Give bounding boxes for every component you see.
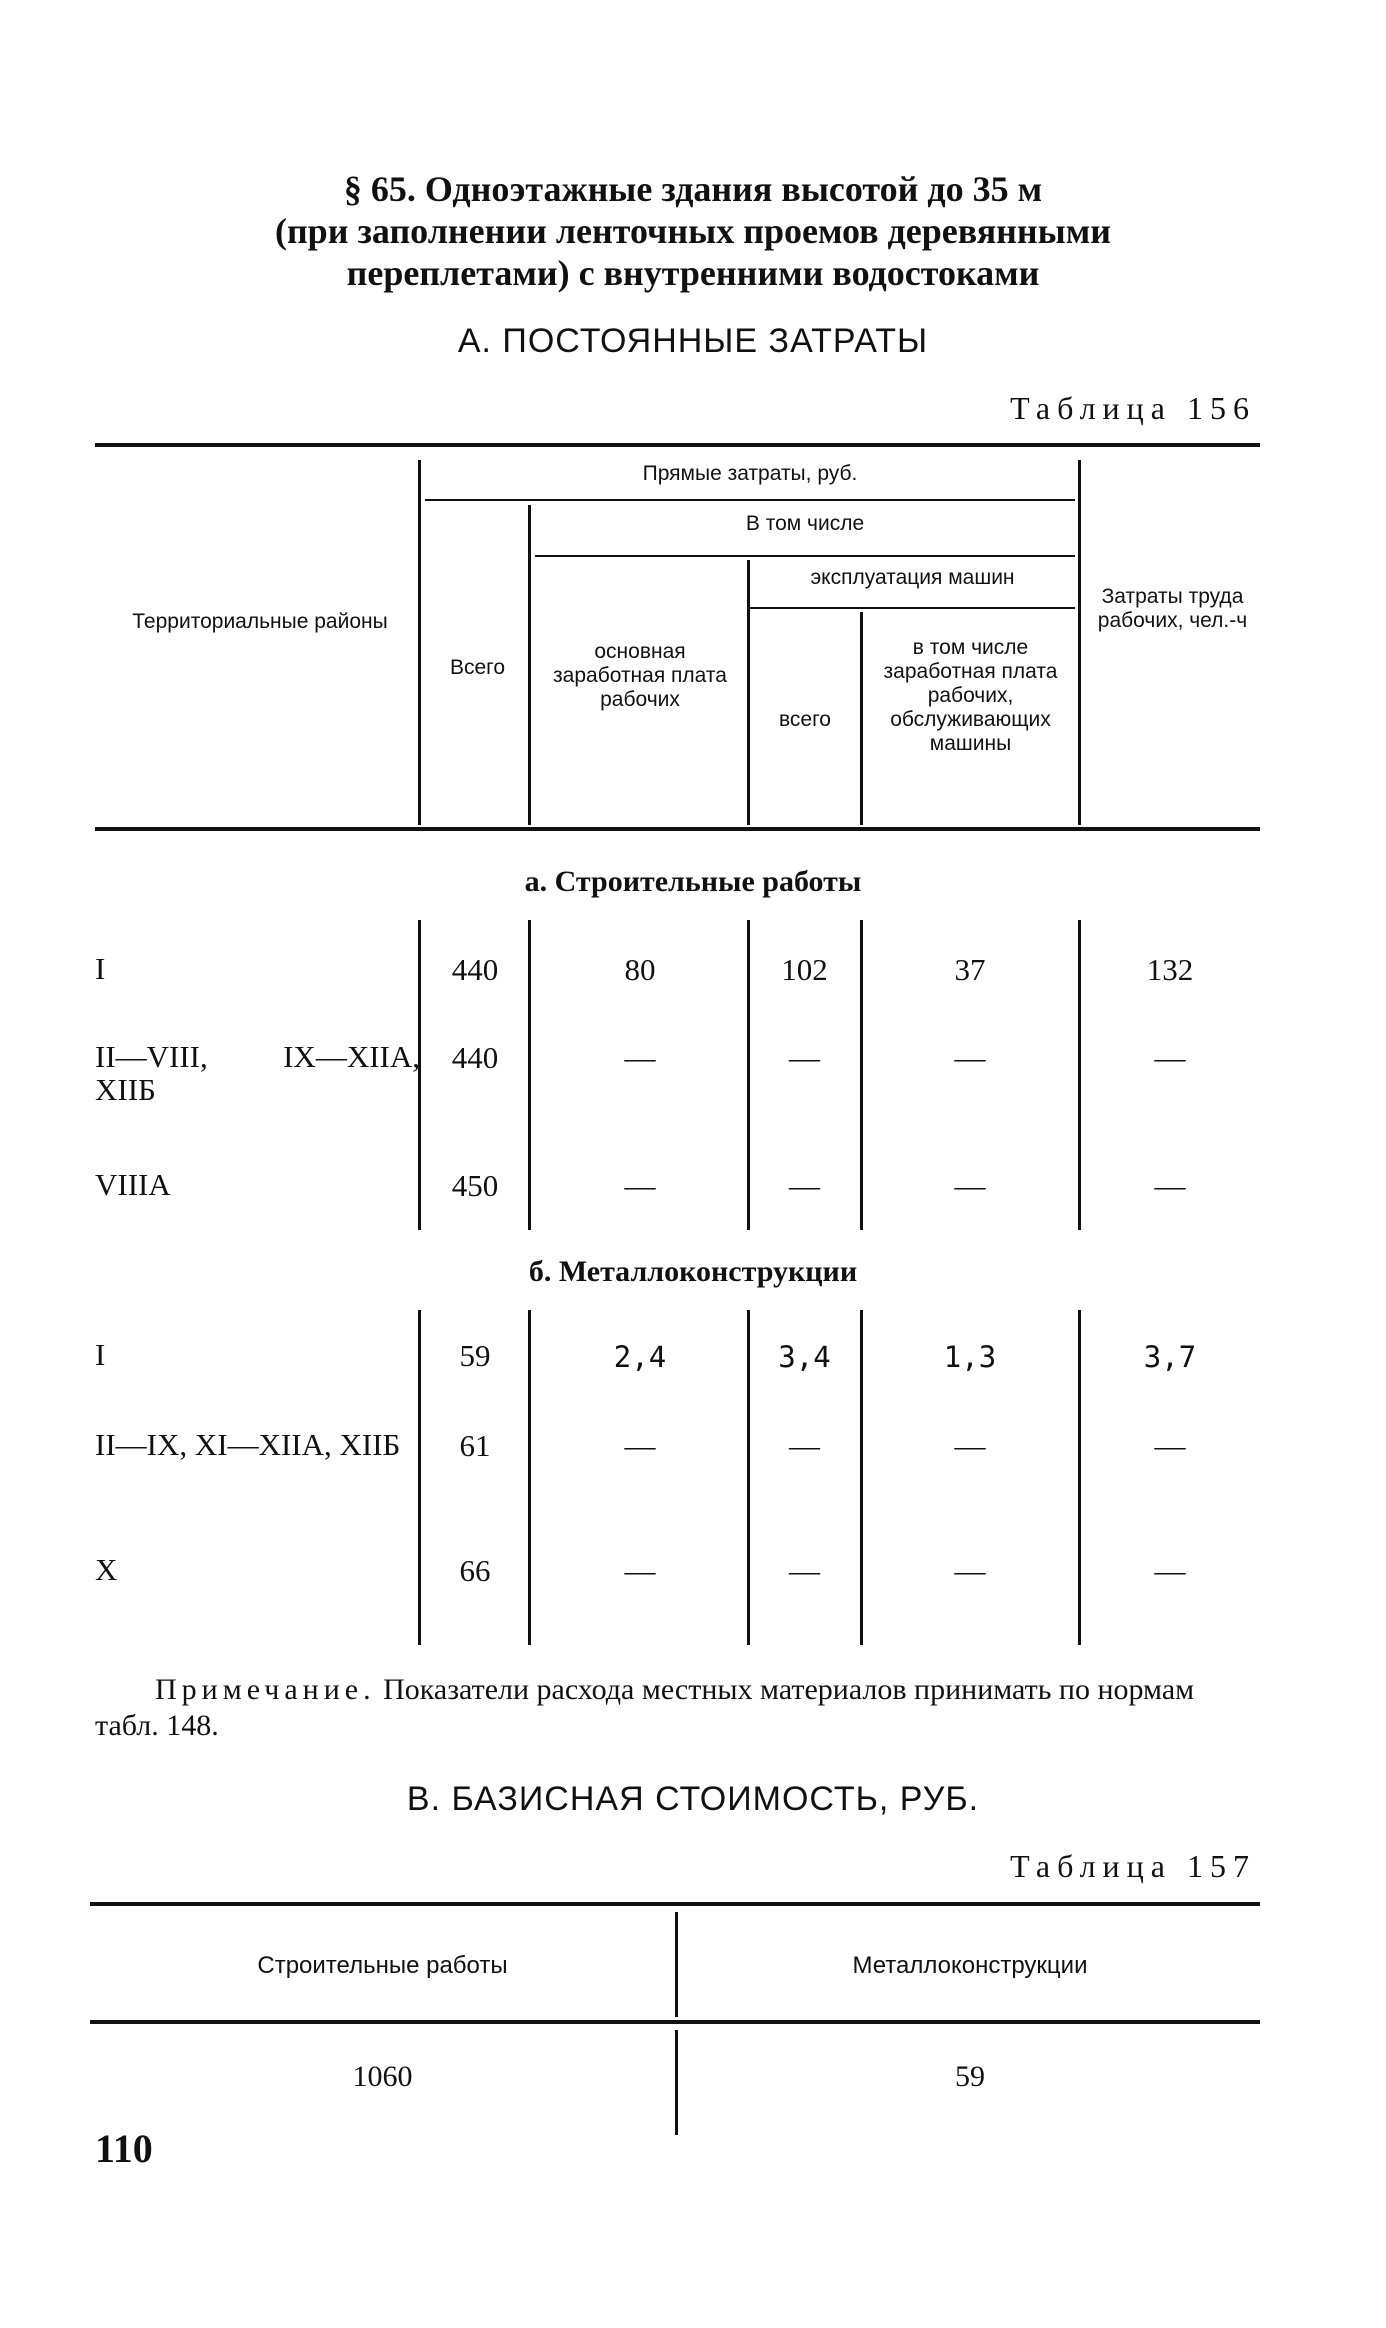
body-a-vline-3	[747, 920, 750, 1230]
group-b-title: б. Металлоконструкции	[528, 1255, 858, 1288]
table-top-rule	[95, 443, 1260, 447]
header-including: В том числе	[745, 512, 865, 535]
heading-line-3: переплетами) с внутренними водостоками	[346, 253, 1040, 293]
row-b2-region: II—IX, XI—XIIА, XIIБ	[95, 1427, 401, 1462]
row-a3-labor: —	[1154, 1168, 1186, 1203]
table-157-top-rule	[90, 1902, 1260, 1906]
row-a3-wage: —	[624, 1168, 656, 1203]
header-vline-4	[860, 612, 863, 825]
table-157-ref: Таблица 157	[1010, 1848, 1256, 1884]
note-text: Показатели расхода местных материалов принимать по нормам табл. 148.	[95, 1673, 1195, 1742]
body-b-vline-2	[528, 1310, 531, 1645]
body-a-vline-5	[1078, 920, 1081, 1230]
row-a1-mach-wage: 37	[954, 952, 986, 987]
row-b3-region: X	[95, 1552, 118, 1587]
header-vline-5	[1078, 460, 1081, 825]
header-machine-operation: эксплуатация машин	[810, 566, 1015, 589]
row-b3-total: 66	[459, 1553, 491, 1588]
row-b3-mach-wage: —	[954, 1553, 986, 1588]
table-note	[95, 1672, 1255, 1744]
section-a-title: А. ПОСТОЯННЫЕ ЗАТРАТЫ	[457, 322, 929, 360]
note-label: Примечание.	[155, 1673, 376, 1706]
row-a1-region: I	[95, 951, 106, 986]
row-b1-mach: 3,4	[778, 1340, 831, 1374]
row-b2-total: 61	[459, 1428, 491, 1463]
header-territorial: Территориальные районы	[132, 610, 388, 633]
body-a-vline-2	[528, 920, 531, 1230]
row-b2-mach: —	[789, 1428, 820, 1463]
row-a3-mach-wage: —	[954, 1168, 986, 1203]
row-b3-labor: —	[1154, 1553, 1186, 1588]
machines-rule	[750, 607, 1075, 609]
row-b3-wage: —	[624, 1553, 656, 1588]
header-vline-3	[747, 560, 750, 825]
row-a2-mach-wage: —	[954, 1040, 986, 1075]
header-direct-costs: Прямые затраты, руб.	[642, 462, 858, 485]
row-a3-mach: —	[789, 1168, 820, 1203]
table-157-header-rule	[90, 2020, 1260, 2024]
row-b1-wage: 2,4	[613, 1340, 667, 1374]
row-b3-mach: —	[789, 1553, 820, 1588]
row-a2-wage: —	[624, 1040, 656, 1075]
header-base-wage: основная заработная плата рабочих	[553, 640, 727, 711]
row-a1-labor: 132	[1146, 952, 1194, 987]
heading-line-1: § 65. Одноэтажные здания высотой до 35 м	[343, 169, 1043, 209]
row-a1-mach: 102	[781, 952, 828, 987]
row-b2-wage: —	[624, 1428, 656, 1463]
row-b1-total: 59	[459, 1338, 491, 1373]
body-a-vline-4	[860, 920, 863, 1230]
row-a3-total: 450	[451, 1168, 499, 1203]
table-157-col-construction: Строительные работы	[257, 1952, 508, 1979]
table-157-val-construction: 1060	[352, 2060, 413, 2093]
group-a-title: а. Строительные работы	[524, 865, 862, 898]
row-b2-mach-wage: —	[954, 1428, 986, 1463]
table-157-col-metal: Металлоконструкции	[852, 1952, 1088, 1979]
header-total: Всего	[449, 656, 506, 679]
row-b1-mach-wage: 1,3	[943, 1340, 997, 1374]
header-vline-1	[418, 460, 421, 825]
direct-costs-rule	[425, 499, 1075, 501]
body-b-vline-3	[747, 1310, 750, 1645]
row-a2-total: 440	[451, 1040, 499, 1075]
heading-line-2: (при заполнении ленточных проемов деревянными	[274, 211, 1112, 251]
table-157-val-metal: 59	[955, 2060, 985, 2093]
row-a3-region: VIIIА	[95, 1167, 171, 1202]
table-156-ref: Таблица 156	[1010, 390, 1256, 426]
section-b-title: В. БАЗИСНАЯ СТОИМОСТЬ, РУБ.	[406, 1780, 980, 1818]
page-number: 110	[95, 2126, 153, 2171]
header-machine-total: всего	[779, 708, 831, 731]
header-machine-wage: в том числе заработная плата рабочих, обслуживающих машины	[883, 636, 1058, 755]
including-rule	[535, 555, 1075, 557]
row-b1-labor: 3,7	[1143, 1340, 1197, 1374]
row-a2-labor: —	[1154, 1040, 1186, 1075]
body-b-vline-4	[860, 1310, 863, 1645]
table-157-vline-head	[675, 1912, 678, 2017]
row-b2-labor: —	[1154, 1428, 1186, 1463]
header-labor: Затраты труда рабочих, чел.-ч	[1097, 585, 1248, 632]
row-a2-region: II—VIII, IX—XIIА, XIIБ	[95, 1039, 420, 1107]
row-a2-mach: —	[789, 1040, 820, 1075]
row-a1-total: 440	[451, 952, 499, 987]
table-157-vline-body	[675, 2030, 678, 2135]
row-a1-wage: 80	[624, 952, 656, 987]
body-b-vline-5	[1078, 1310, 1081, 1645]
table-header-bottom-rule	[95, 827, 1260, 831]
row-b1-region: I	[95, 1337, 106, 1372]
